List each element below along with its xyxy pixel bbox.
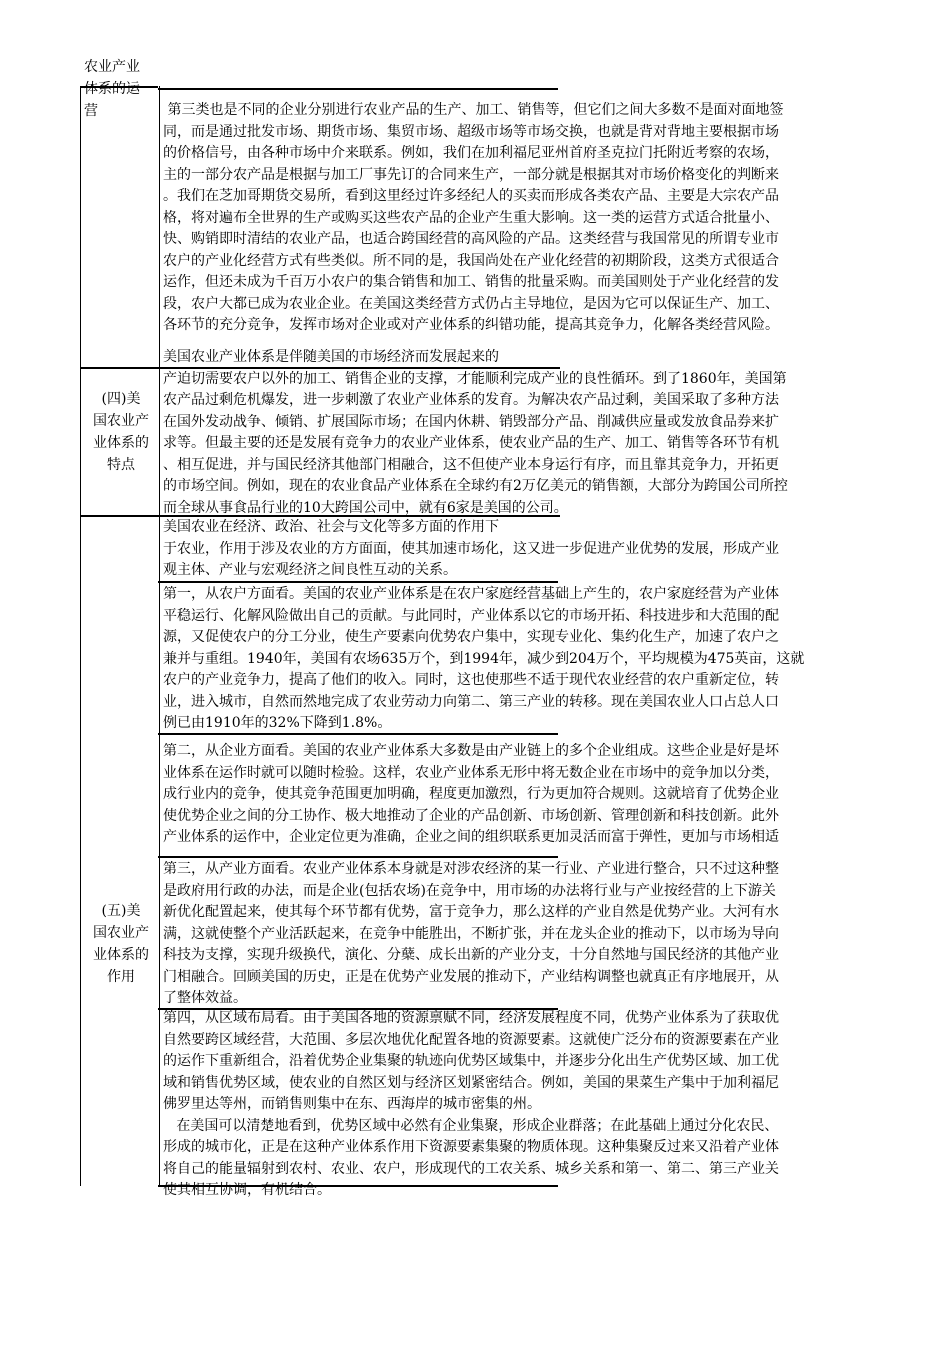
paragraph-operation-type3: 第三类也是不同的企业分别进行农业产品的生产、加工、销售等，但它们之间大多数不是面对面地签 同，而是通过批发市场、期货市场、集贸市场、超级市场等市场交换，也就是背对背地主要根据市场 的价格信号，由各种市场中介来联系。例如，我们在加利福尼亚州首府圣克拉门托附近考察的农场， 主的一部分农产品是根据与加工厂事先订的合同来生产，一部分就是根据其对市场价格变化的判断来 。我们在芝加哥期货交易所，看到这里经过许多经纪人的买卖而形成各类农产品、主要是大宗农产品 格，将对遍布全世界的生产或购买这些农产品的企业产生重大影响。这一类的运营方式适合批量小、 快、购销即时清结的农业产品，也适合跨国经营的高风险的产品。这类经营与我国常见的所谓专业市 农户的产业化经营方式有些类似。所不同的是，我国尚处在产业化经营的初期阶段，这类方式很适合 运作，但还未成为千百万小农户的集合销售和加工、销售的批量采购。而美国则处于产业化经营的发 段，农户大都已成为农业企业。在美国这类经营方式仍占主导地位，是因为它可以保证生产、加工、 各环节的充分竞争，发挥市场对企业或对产业体系的纠错功能，提高其竞争力，化解各类经营风险。: [163, 102, 784, 333]
rule-left-vertical: [80, 86, 81, 1186]
paragraph-roles-enterprises: 第二，从企业方面看。美国的农业产业体系大多数是由产业链上的多个企业组成。这些企业是好是坏 业体系在运作时就可以随时检验。这样，农业产业体系无形中将无数企业在市场中的竞争加以分类， 成行业内的竞争，使其竞争范围更加明确，程度更加激烈，行为更加符合规则。这就培育了优势企业 使优势企业之间的分工协作、极大地推动了企业的产品创新、市场创新、管理创新和科技创新。此外 产业体系的运作中，企业定位更为准确，企业之间的组织联系更加灵活而富于弹性，更加与市场相适: [163, 743, 779, 845]
rule-mid-vertical: [159, 86, 160, 1186]
section-label-operation: 农业产业 体系的运 营: [84, 59, 140, 119]
paragraph-roles-industry: 第三，从产业方面看。农业产业体系本身就是对涉农经济的某一行业、产业进行整合，只不过这种整 是政府用行政的办法，而是企业(包括农场)在竞争中，用市场的办法将行业与产业按经营的上下游关 新优化配置起来，使其每个环节都有优势，富于竞争力，那么这样的产业自然是优势产业。大河有水 满，这就使整个产业活跃起来，在竞争中能胜出，不断扩张，并在龙头企业的推动下，以市场为导向 科技为支撑，实现升级换代，演化、分蘖、成长出新的产业分支，十分自然地与国民经济的其他产业 门相融合。回顾美国的历史，正是在优势产业发展的推动下，产业结构调整也就真正有序地展开，从 了整体效益。: [163, 861, 779, 1006]
section-label-features: (四)美 国农业产 业体系的 特点: [93, 391, 149, 473]
paragraph-features: 美国农业产业体系是伴随美国的市场经济而发展起来的 产迫切需要农户以外的加工、销售企业的支撑，才能顺利完成产业的良性循环。到了1860年，美国第 农产品过剩危机爆发，进一步刺激了农业产业体系的发育。为解决农产品过剩，美国采取了多种方法 在国外发动战争、倾销、扩展国际市场；在国内休耕、销毁部分产品、削减供应量或发放食品券来扩 求等。但最主要的还是发展有竞争力的农业产业体系，使农业产品的生产、加工、销售等各环节有机 、相互促进，并与国民经济其他部门相融合，这不但使产业本身运行有序，而且靠其竞争力，开拓更 的市场空间。例如，现在的农业食品产业体系在全球约有2万亿美元的销售额，大部分为跨国公司所控 而全球从事食品行业的10大跨国公司中，就有6家是美国的公司。: [163, 349, 788, 516]
rule-row5-bottom: [158, 856, 558, 858]
rule-top: [158, 88, 558, 90]
paragraph-roles-regions: 第四，从区域布局看。由于美国各地的资源禀赋不同，经济发展程度不同，优势产业体系为了获取优 自然要跨区域经营，大范围、多层次地优化配置各地的资源要素。这就使广泛分布的资源要素在产业 的运作下重新组合，沿着优势企业集聚的轨迹向优势区域集中，并逐步分化出生产优势区域、加工优 域和销售优势区域，使农业的自然区划与经济区划紧密结合。例如，美国的果菜生产集中于加利福尼 佛罗里达等州，而销售则集中在东、西海岸的城市密集的州。 在美国可以清楚地看到，优势区域中必然有企业集聚，形成企业群落；在此基础上通过分化农民、 形成的城市化，正是在这种产业体系作用下资源要素集聚的物质体现。这种集聚反过来又沿着产业体 将自己的能量辐射到农村、农业、农户，形成现代的工农关系、城乡关系和第一、第二、第三产业关 使其相互协调，有机结合。: [163, 1010, 779, 1198]
paragraph-roles-intro: 美国农业在经济、政治、社会与文化等多方面的作用下 于农业，作用于涉及农业的方方面面，使其加速市场化，这又进一步促进产业优势的发展，形成产业 观主体、产业与宏观经济之间良性互动的关系。: [163, 519, 779, 578]
paragraph-roles-farmers: 第一，从农户方面看。美国的农业产业体系是在农户家庭经营基础上产生的，农户家庭经营为产业体 平稳运行、化解风险做出自己的贡献。与此同时，产业体系以它的市场开拓、科技进步和大范围的配 源，又促使农户的分工分业，使生产要素向优势农户集中，实现专业化、集约化生产，加速了农户之 兼并与重组。1940年，美国有农场635万个，到1994年，减少到204万个，平均规模为475英亩，这就 农户的产业竞争力，提高了他们的收入。同时，这也使那些不适于现代农业经营的农户重新定位，转 业，进入城市，自然而然地完成了农业劳动力向第二、第三产业的转移。现在美国农业人口占总人口 例已由1910年的32%下降到1.8%。: [163, 586, 805, 731]
section-label-roles: (五)美 国农业产 业体系的 作用: [93, 903, 149, 985]
